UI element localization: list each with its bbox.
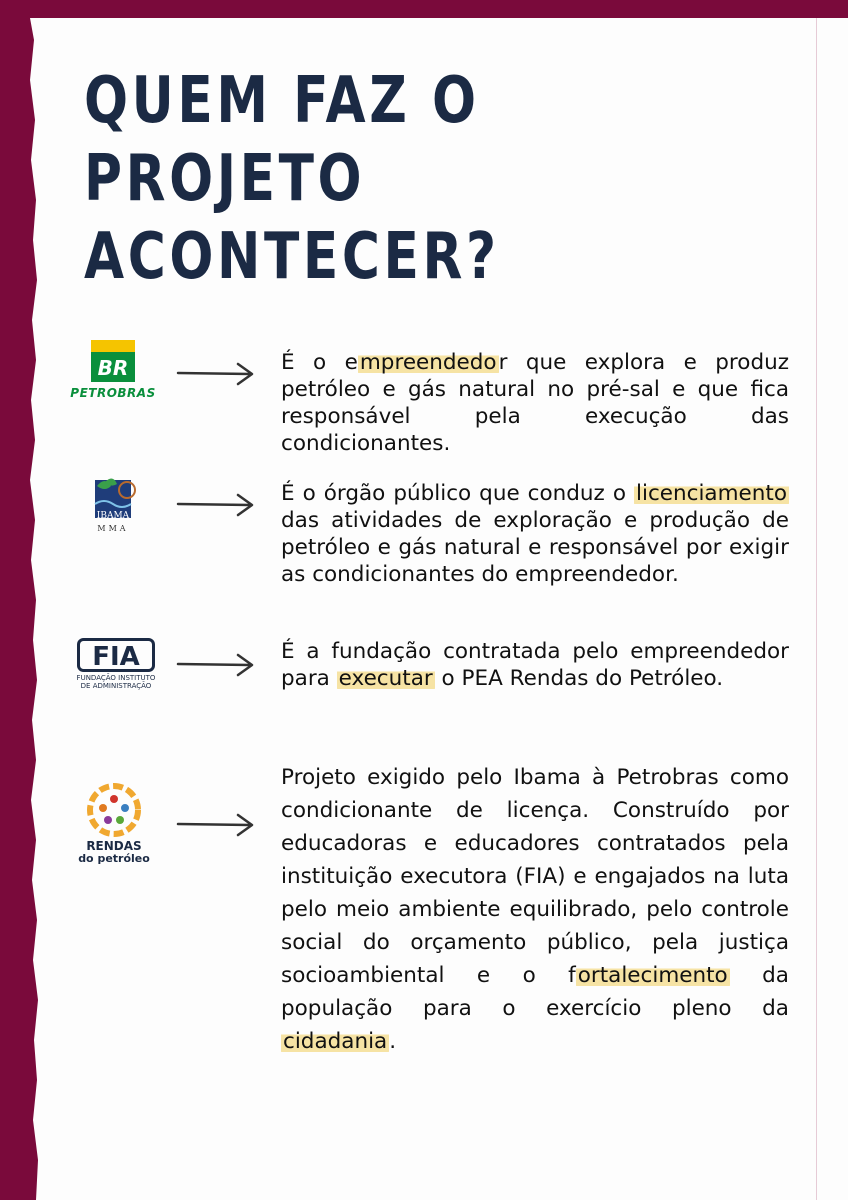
petrobras-wordmark: PETROBRAS: [70, 386, 156, 400]
page-title: QUEM FAZ O PROJETO ACONTECER?: [84, 64, 500, 294]
svg-text:BR: BR: [97, 356, 129, 380]
petrobras-br-icon: [91, 340, 135, 382]
rendas-subwordmark: do petróleo: [78, 852, 150, 865]
arrow-icon: [176, 360, 256, 386]
arrow-icon: [176, 491, 256, 517]
petrobras-logo: [62, 340, 164, 400]
arrow-icon: [176, 811, 256, 837]
fia-subtitle-2: DE ADMINISTRAÇÃO: [80, 682, 152, 690]
rendas-description: Projeto exigido pelo Ibama à Petrobras como condicionante de licença. Construído por educadoras e educadores contratados pela instituição executora (FIA) e engajados na luta pelo meio ambiente equilibrado, pelo controle social do orçamento público, pela justiça socioambiental e o fortalecimento da população para o exercício pleno da cidadania.: [281, 765, 789, 1054]
fia-logo: [74, 638, 158, 690]
ibama-description: É o órgão público que conduz o licenciamento das atividades de exploração e produção de petróleo e gás natural e responsável por exigir as condicionantes do empreendedor.: [281, 481, 789, 587]
ibama-emblem-icon: [81, 474, 145, 526]
rendas-logo: [72, 782, 156, 865]
right-margin-line: [816, 18, 817, 1200]
highlight-fortalecimento: ortalecimento: [577, 963, 728, 988]
svg-text:FIA: FIA: [92, 642, 140, 672]
arrow-icon: [176, 651, 256, 677]
rendas-emblem-icon: [86, 782, 142, 838]
fia-description: É a fundação contratada pelo empreendedor para executar o PEA Rendas do Petróleo.: [281, 639, 789, 691]
svg-text:IBAMA: IBAMA: [96, 511, 130, 521]
fia-subtitle-1: FUNDAÇÃO INSTITUTO: [76, 674, 156, 682]
highlight-empreendedor: mpreendedo: [359, 350, 497, 375]
petrobras-description: É o empreendedor que explora e produz petróleo e gás natural no pré-sal e que fica responsável pela execução das condicionantes.: [281, 350, 790, 456]
highlight-executar: executar: [338, 666, 433, 691]
highlight-licenciamento: licenciamento: [636, 481, 787, 506]
highlight-cidadania: cidadania: [283, 1029, 388, 1054]
rendas-wordmark: RENDAS: [86, 839, 142, 853]
ibama-subtitle: MMA: [97, 524, 129, 533]
fia-mark-icon: [77, 638, 155, 672]
ibama-logo: [78, 474, 148, 533]
